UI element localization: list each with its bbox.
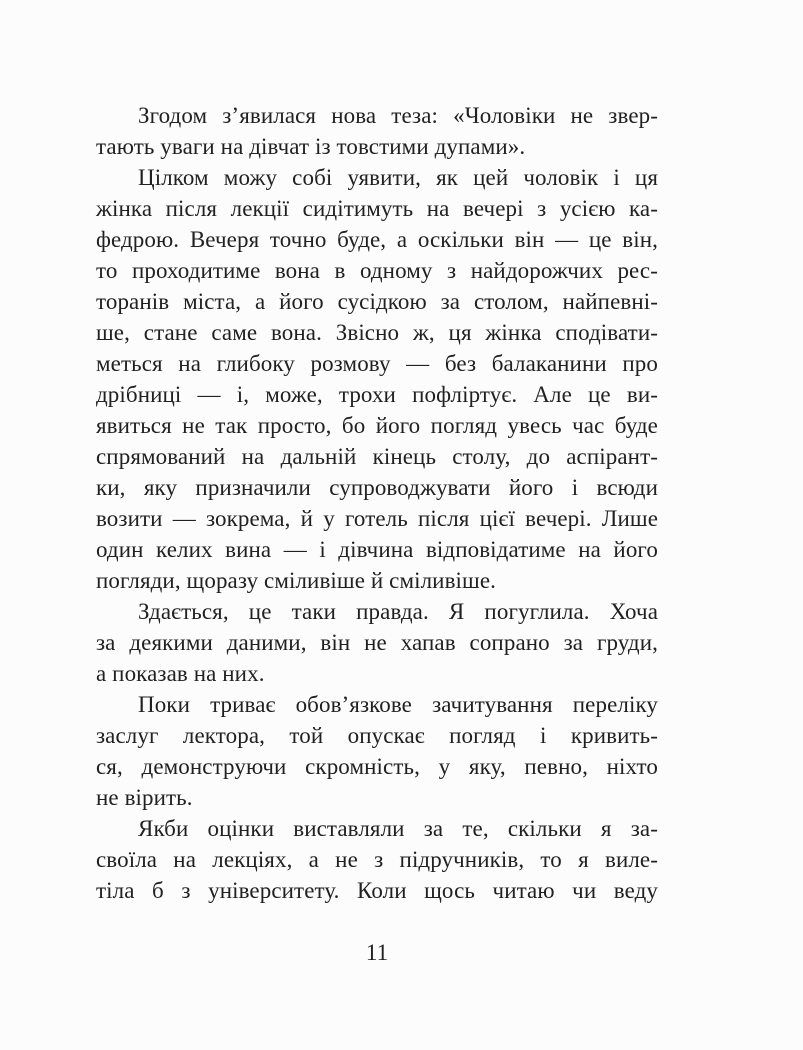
text-line: тають уваги на дівчат із товстими дупами». xyxy=(96,134,526,159)
text-line: явиться не так просто, бо його погляд увесь час буде xyxy=(96,413,658,438)
page-text xyxy=(96,100,658,906)
text-line: федрою. Вечеря точно буде, а оскільки він — це він, xyxy=(96,227,658,252)
text-line: меться на глибоку розмову — без балаканини про xyxy=(96,351,658,376)
text-line: спрямований на дальній кінець столу, до аспірант- xyxy=(96,444,658,469)
text-line: один келих вина — і дівчина відповідатиме на його xyxy=(96,537,658,562)
text-line: дрібниці — і, може, трохи пофліртує. Але це ви- xyxy=(96,382,658,407)
text-line: своїла на лекціях, а не з підручників, то я виле- xyxy=(96,847,658,872)
text-line: погляди, щоразу сміливіше й сміливіше. xyxy=(96,568,496,593)
text-line: ки, яку призначили супроводжувати його і всюди xyxy=(96,475,658,500)
text-line: не вірить. xyxy=(96,785,193,810)
text-line: ся, демонструючи скромність, у яку, певно, ніхто xyxy=(96,754,658,779)
text-line: Цілком можу собі уявити, як цей чоловік і ця xyxy=(138,165,658,190)
text-line: тіла б з університету. Коли щось читаю чи веду xyxy=(96,878,658,903)
paragraph xyxy=(96,100,658,162)
text-line: то проходитиме вона в одному з найдорожчих рес- xyxy=(96,258,658,283)
paragraph xyxy=(96,813,658,906)
page-number: 11 xyxy=(365,940,389,965)
text-line: заслуг лектора, той опускає погляд і кривить- xyxy=(96,723,658,748)
text-line: Згодом з’явилася нова теза: «Чоловіки не звер- xyxy=(138,103,658,128)
text-line: возити — зокрема, й у готель після цієї вечері. Лише xyxy=(96,506,658,531)
text-line: а показав на них. xyxy=(96,661,265,686)
text-line: за деякими даними, він не хапав сопрано за груди, xyxy=(96,630,658,655)
text-line: жінка після лекції сидітимуть на вечері з усією ка- xyxy=(96,196,658,221)
text-line: Поки триває обов’язкове зачитування переліку xyxy=(138,692,658,717)
text-line: Здається, це таки правда. Я погуглила. Хоча xyxy=(138,599,658,624)
text-line: ше, стане саме вона. Звісно ж, ця жінка сподівати- xyxy=(96,320,658,345)
text-line: Якби оцінки виставляли за те, скільки я за- xyxy=(138,816,658,841)
paragraph xyxy=(96,689,658,813)
paragraph xyxy=(96,596,658,689)
paragraph xyxy=(96,162,658,596)
text-line: торанів міста, а його сусідкою за столом, найпевні- xyxy=(96,289,658,314)
